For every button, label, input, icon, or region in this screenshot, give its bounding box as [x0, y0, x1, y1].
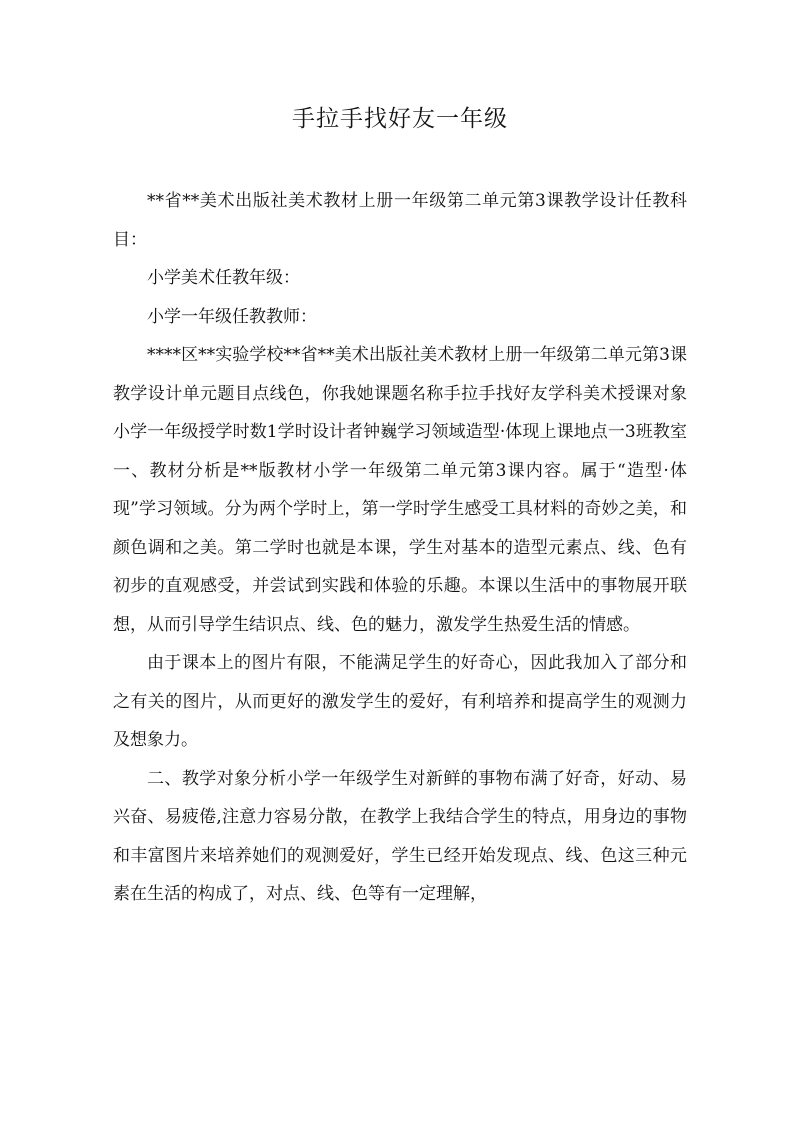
paragraph-teacher-grade: 小学一年级任教教师： [147, 306, 317, 327]
paragraph-textbook-analysis: ****区**实验学校**省**美术出版社美术教材上册一年级第二单元第3课教学设计单元题目点线色，你我她课题名称手拉手找好友学科美术授课对象小学一年级授学时数1学时设计者钟巍学习领域造型·体现上课地点一3班教室一、教材分析是**版教材小学一年级第二单元第3课内容。属于“造型·体现”学习领域。分为两个学时上，第一学时学生感受工具材料的奇妙之美，和颜色调和之美。第二学时也就是本课，学生对基本的造型元素点、线、色有初步的直观感受，并尝试到实践和体验的乐趣。本课以生活中的事物展开联想，从而引导学生结识点、线、色的魅力，激发学生热爱生活的情感。 [113, 345, 687, 635]
paragraph-supplementary-images: 由于课本上的图片有限，不能满足学生的好奇心，因此我加入了部分和之有关的图片，从而更好的激发学生的爱好，有利培养和提高学生的观测力及想象力。 [113, 653, 687, 750]
document-body [113, 182, 687, 914]
paragraph-course-info: **省**美术出版社美术教材上册一年级第二单元第3课教学设计任教科目： [113, 191, 687, 250]
paragraph-grade-subject: 小学美术任教年级： [147, 268, 300, 288]
document-title: 手拉手找好友一年级 [292, 106, 508, 132]
paragraph-student-analysis: 二、教学对象分析小学一年级学生对新鲜的事物布满了好奇，好动、易兴奋、易疲倦,注意力容易分散，在教学上我结合学生的特点，用身边的事物和丰富图片来培养她们的观测爱好，学生已经开始发现点、线、色这三种元素在生活的构成了，对点、线、色等有一定理解， [113, 768, 687, 904]
